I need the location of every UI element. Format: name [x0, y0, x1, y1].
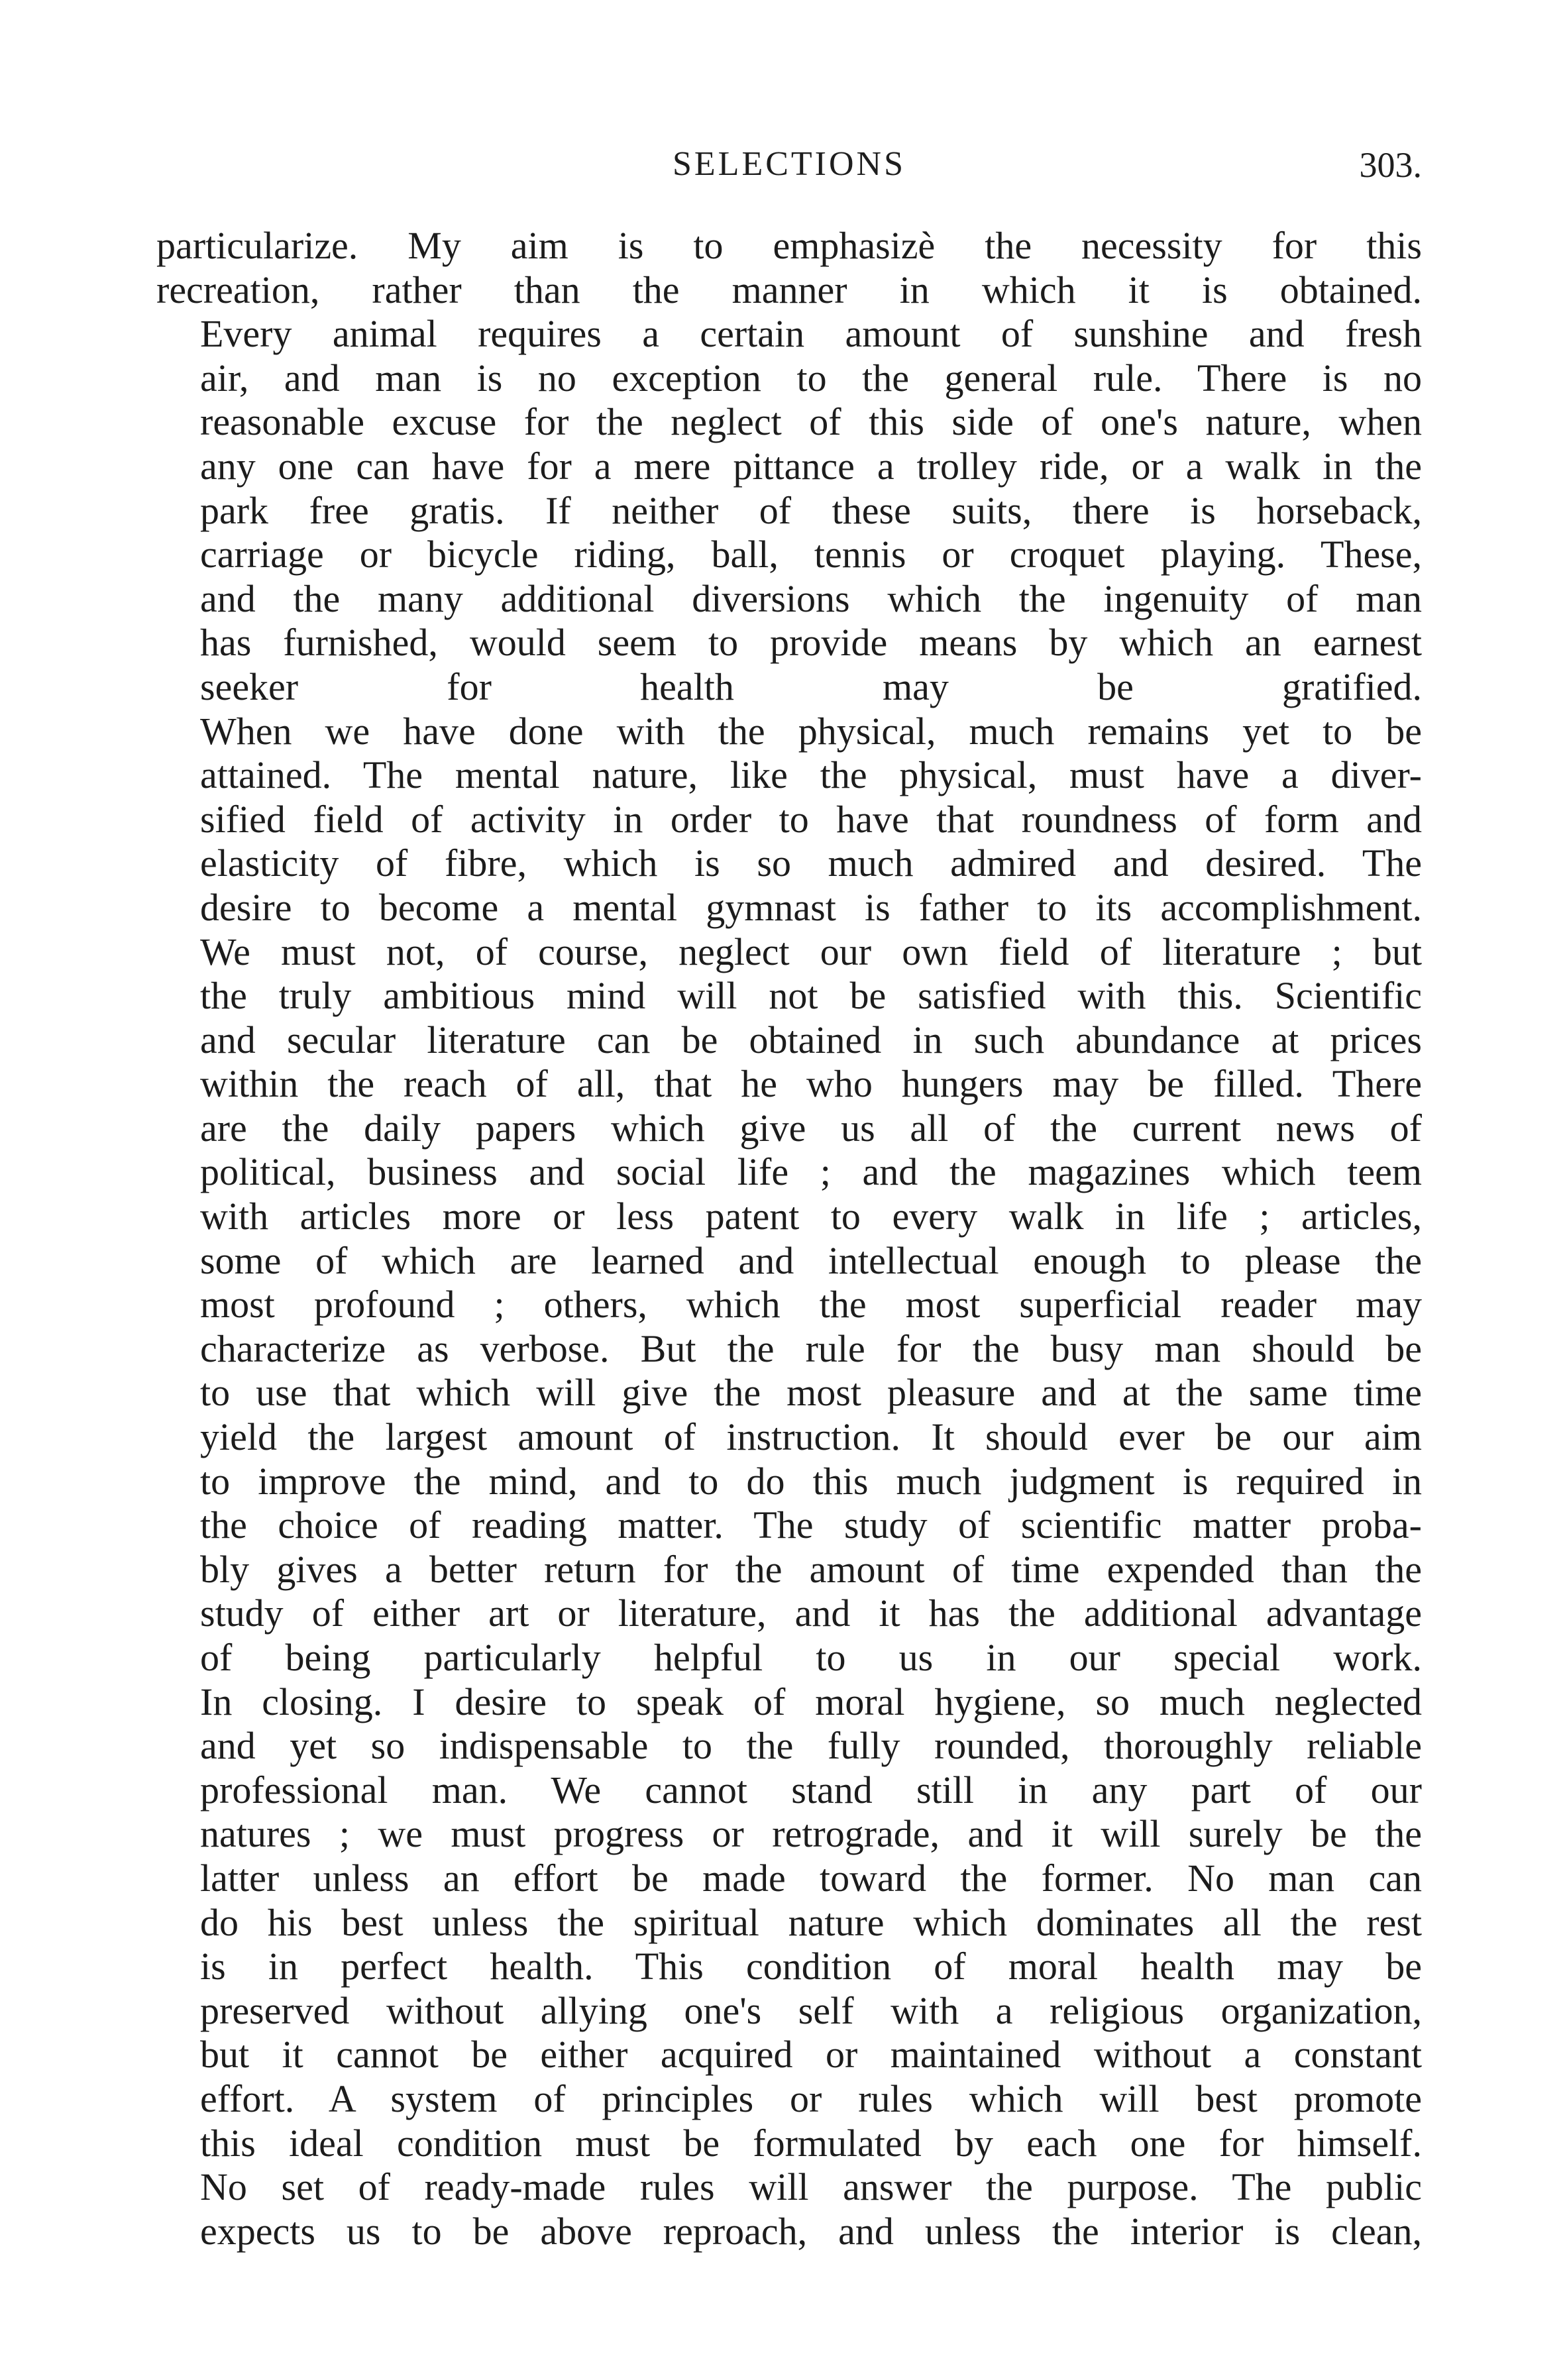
text-line: reasonable excuse for the neglect of this side of one's nature, when [200, 400, 1422, 444]
page-number: 303. [1359, 145, 1422, 185]
text-line: sified field of activity in order to have that roundness of form and [200, 797, 1422, 841]
text-line: of being particularly helpful to us in our special work. [200, 1636, 1422, 1679]
text-line: any one can have for a mere pittance a trolley ride, or a walk in the [200, 444, 1422, 488]
text-line: do his best unless the spiritual nature which dominates all the rest [200, 1900, 1422, 1944]
text-line: seeker for health may be gratified. [200, 665, 1422, 708]
text-line: and yet so indispensable to the fully rounded, thoroughly reliable [200, 1724, 1422, 1768]
text-line: When we have done with the physical, much remains yet to be [200, 709, 1422, 753]
text-line: political, business and social life ; and the magazines which teem [200, 1150, 1422, 1194]
body-text [156, 224, 1422, 2253]
text-line: and secular literature can be obtained in such abundance at prices [200, 1018, 1422, 1061]
text-line: within the reach of all, that he who hungers may be filled. There [200, 1062, 1422, 1106]
text-line: this ideal condition must be formulated by each one for himself. [200, 2121, 1422, 2165]
text-line: preserved without allying one's self with a religious organization, [200, 1988, 1422, 2032]
text-line: to improve the mind, and to do this much judgment is required in [200, 1459, 1422, 1503]
paragraph-2 [156, 312, 1422, 709]
text-line: has furnished, would seem to provide means by which an earnest [200, 621, 1422, 665]
text-line: the choice of reading matter. The study of scientific matter proba- [200, 1503, 1422, 1547]
text-line: natures ; we must progress or retrograde, and it will surely be the [200, 1812, 1422, 1856]
paragraph-4 [156, 930, 1422, 1680]
text-line: to use that which will give the most pleasure and at the same time [200, 1371, 1422, 1415]
text-line: desire to become a mental gymnast is father to its accomplishment. [200, 885, 1422, 929]
text-line: are the daily papers which give us all of the current news of [200, 1106, 1422, 1150]
text-line: No set of ready-made rules will answer the purpose. The public [200, 2165, 1422, 2209]
text-line: some of which are learned and intellectual enough to please the [200, 1238, 1422, 1282]
text-line: particularize. My aim is to emphasizè the necessity for this [156, 224, 1422, 267]
text-line: expects us to be above reproach, and unless the interior is clean, [200, 2209, 1422, 2253]
text-line: Every animal requires a certain amount of sunshine and fresh [200, 312, 1422, 356]
paragraph-1 [156, 224, 1422, 312]
text-line: professional man. We cannot stand still in any part of our [200, 1768, 1422, 1812]
text-line: yield the largest amount of instruction. It should ever be our aim [200, 1415, 1422, 1459]
text-line: study of either art or literature, and it has the additional advantage [200, 1592, 1422, 1635]
text-line: with articles more or less patent to every walk in life ; articles, [200, 1195, 1422, 1238]
text-line: bly gives a better return for the amount of time expended than the [200, 1547, 1422, 1591]
text-line: effort. A system of principles or rules which will best promote [200, 2077, 1422, 2120]
text-line: is in perfect health. This condition of moral health may be [200, 1945, 1422, 1988]
text-line: the truly ambitious mind will not be satisfied with this. Scientific [200, 974, 1422, 1018]
text-line: air, and man is no exception to the general rule. There is no [200, 356, 1422, 400]
text-line: carriage or bicycle riding, ball, tennis or croquet playing. These, [200, 533, 1422, 576]
text-line: most profound ; others, which the most superficial reader may [200, 1283, 1422, 1326]
text-line: latter unless an effort be made toward the former. No man can [200, 1856, 1422, 1900]
text-line: recreation, rather than the manner in which it is obtained. [156, 268, 1422, 311]
paragraph-5 [156, 1680, 1422, 2254]
text-line: In closing. I desire to speak of moral hygiene, so much neglected [200, 1680, 1422, 1723]
text-line: characterize as verbose. But the rule for the busy man should be [200, 1326, 1422, 1370]
text-line: park free gratis. If neither of these suits, there is horseback, [200, 488, 1422, 532]
running-header [156, 144, 1422, 191]
text-line: elasticity of fibre, which is so much admired and desired. The [200, 841, 1422, 885]
text-line: and the many additional diversions which the ingenuity of man [200, 576, 1422, 620]
text-line: but it cannot be either acquired or maintained without a constant [200, 2033, 1422, 2077]
text-line: We must not, of course, neglect our own field of literature ; but [200, 930, 1422, 973]
paragraph-3 [156, 710, 1422, 930]
running-title: SELECTIONS [673, 145, 906, 183]
text-line: attained. The mental nature, like the physical, must have a diver- [200, 753, 1422, 797]
